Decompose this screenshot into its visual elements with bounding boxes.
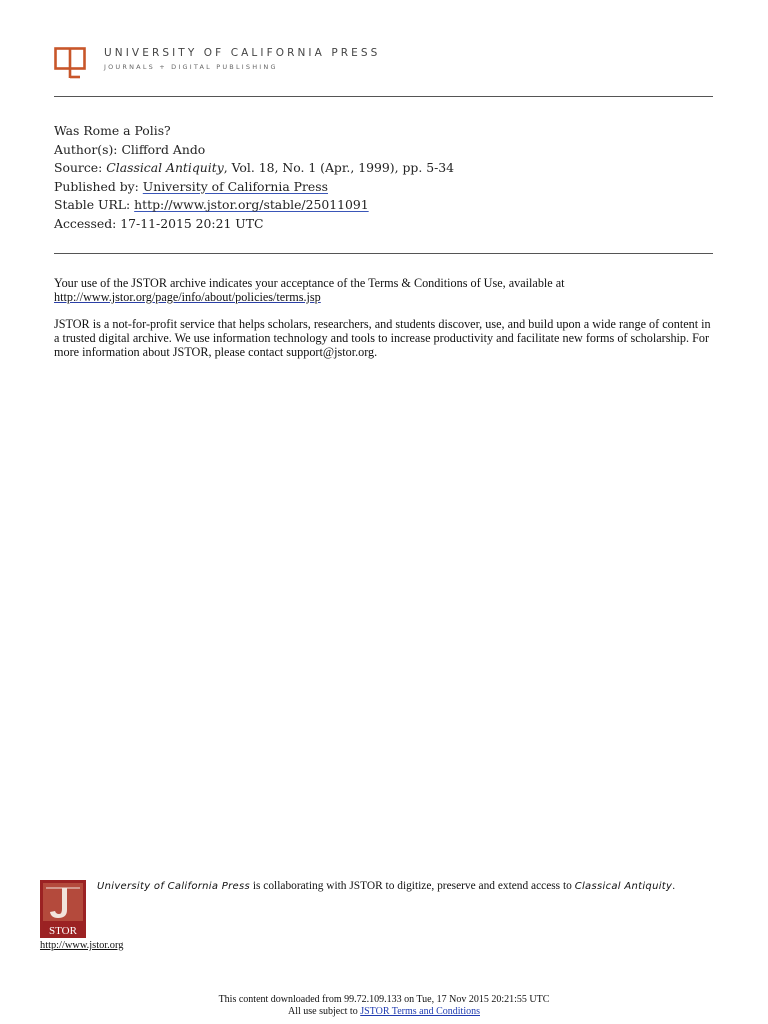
stable-url-label: Stable URL: bbox=[54, 197, 131, 213]
ucpress-logo-icon bbox=[54, 47, 86, 79]
publisher-header bbox=[54, 45, 380, 79]
authors-row bbox=[54, 141, 454, 160]
stable-url-row bbox=[54, 196, 454, 215]
source-label: Source: bbox=[54, 160, 103, 176]
collaboration-note bbox=[97, 880, 717, 892]
jstor-description: JSTOR is a not-for-profit service that helps scholars, researchers, and students discover, use, and build upon a wide range of content in a trusted digital archive. We use information technology and tools to increase productivity and facilitate new forms of scholarship. For more information about JSTOR, please contact support@jstor.org. bbox=[54, 317, 711, 359]
jstor-logo-text: STOR bbox=[49, 925, 77, 937]
published-label: Published by: bbox=[54, 178, 139, 194]
terms-paragraph bbox=[54, 276, 714, 304]
top-divider bbox=[54, 96, 713, 97]
terms-footer-row bbox=[0, 1006, 768, 1018]
accessed-label: Accessed: bbox=[54, 215, 117, 231]
accessed-value: 17-11-2015 20:21 UTC bbox=[120, 215, 264, 231]
terms-link[interactable]: http://www.jstor.org/page/info/about/policies/terms.jsp bbox=[54, 290, 321, 304]
collab-press: University of California Press bbox=[97, 881, 250, 892]
press-subtitle: JOURNALS + DIGITAL PUBLISHING bbox=[104, 63, 278, 71]
jstor-home-link[interactable]: http://www.jstor.org bbox=[40, 940, 124, 951]
source-details: , Vol. 18, No. 1 (Apr., 1999), pp. 5-34 bbox=[223, 160, 455, 176]
article-metadata bbox=[54, 122, 454, 234]
publisher-link[interactable]: University of California Press bbox=[142, 178, 328, 194]
source-row bbox=[54, 159, 454, 178]
jstor-logo-icon[interactable] bbox=[40, 880, 86, 938]
stable-url-link[interactable]: http://www.jstor.org/stable/25011091 bbox=[134, 197, 369, 213]
collab-journal: Classical Antiquity bbox=[574, 881, 673, 892]
article-title: Was Rome a Polis? bbox=[54, 123, 171, 138]
terms-conditions-link[interactable]: JSTOR Terms and Conditions bbox=[360, 1005, 480, 1017]
press-name: UNIVERSITY OF CALIFORNIA PRESS bbox=[104, 47, 381, 59]
authors-value: Clifford Ando bbox=[121, 141, 206, 157]
download-info: This content downloaded from 99.72.109.133 on Tue, 17 Nov 2015 20:21:55 UTC bbox=[218, 994, 550, 1005]
middle-divider bbox=[54, 253, 713, 254]
terms-section bbox=[54, 276, 714, 372]
download-footer bbox=[0, 994, 768, 1017]
accessed-row bbox=[54, 215, 454, 234]
collab-text: is collaborating with JSTOR to digitize, preserve and extend access to bbox=[252, 880, 572, 892]
terms-text: Your use of the JSTOR archive indicates your acceptance of the Terms & Conditions of Use, available at bbox=[54, 276, 565, 290]
authors-label: Author(s): bbox=[54, 141, 118, 157]
terms-footer-prefix: All use subject to bbox=[288, 1005, 358, 1017]
source-journal: Classical Antiquity bbox=[106, 160, 224, 176]
published-row bbox=[54, 178, 454, 197]
collab-end: . bbox=[672, 880, 676, 892]
